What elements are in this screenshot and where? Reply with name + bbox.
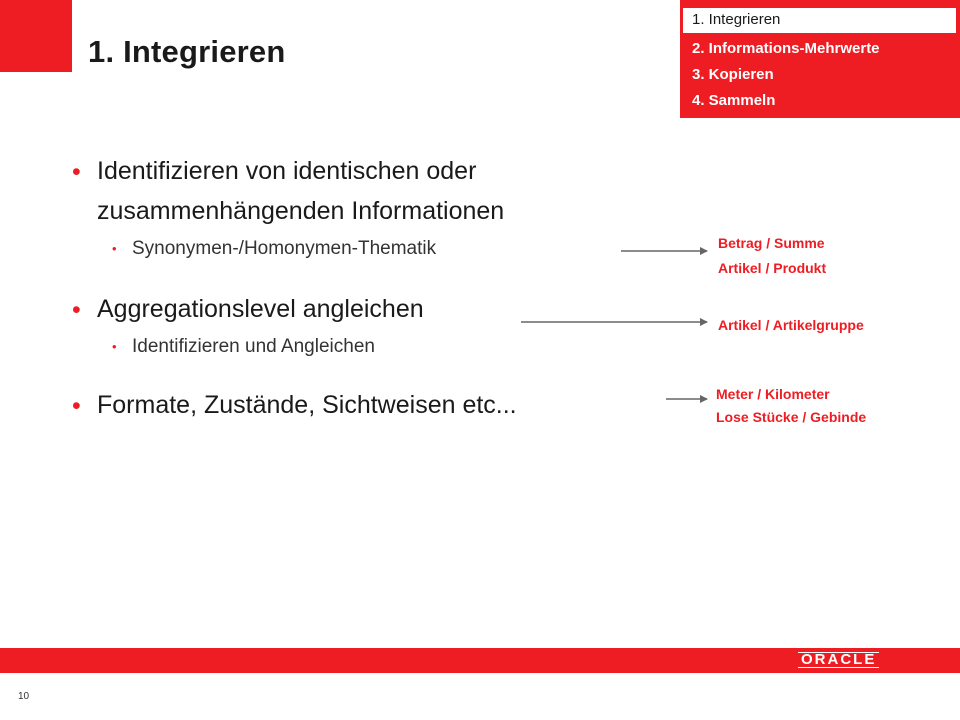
slide-title: 1. Integrieren [88,34,286,69]
bullet-dot: • [72,392,81,420]
nav-item-sammeln[interactable]: 4. Sammeln [692,92,776,109]
bullet-dot: • [72,158,81,186]
bullet-2-sub: Identifizieren und Angleichen [132,336,375,357]
bullet-1-line1: Identifizieren von identischen oder [97,157,477,185]
nav-item-kopieren[interactable]: 3. Kopieren [692,66,774,83]
annotation-1-line1: Betrag / Summe [718,235,825,251]
nav-item-integrieren[interactable] [683,8,956,33]
bullet-2: Aggregationslevel angleichen [97,295,424,323]
footer-bar [0,648,960,673]
page-number: 10 [18,691,30,702]
annotation-3-line2: Lose Stücke / Gebinde [716,409,867,425]
sub-bullet-dot: • [112,241,117,256]
sub-bullet-dot: • [112,339,117,354]
bullet-1-sub: Synonymen-/Homonymen-Thematik [132,238,437,259]
oracle-logo: ORACLE [798,652,879,668]
nav-item-informations-mehrwerte[interactable]: 2. Informations-Mehrwerte [692,40,880,57]
annotation-3-line1: Meter / Kilometer [716,386,830,402]
annotation-2: Artikel / Artikelgruppe [718,317,864,333]
bullet-3: Formate, Zustände, Sichtweisen etc... [97,391,517,419]
section-nav [680,0,960,118]
corner-accent [0,0,72,72]
nav-item-label: 1. Integrieren [692,11,781,28]
bullet-dot: • [72,296,81,324]
annotation-1-line2: Artikel / Produkt [718,260,827,276]
bullet-1-line2: zusammenhängenden Informationen [97,197,505,225]
